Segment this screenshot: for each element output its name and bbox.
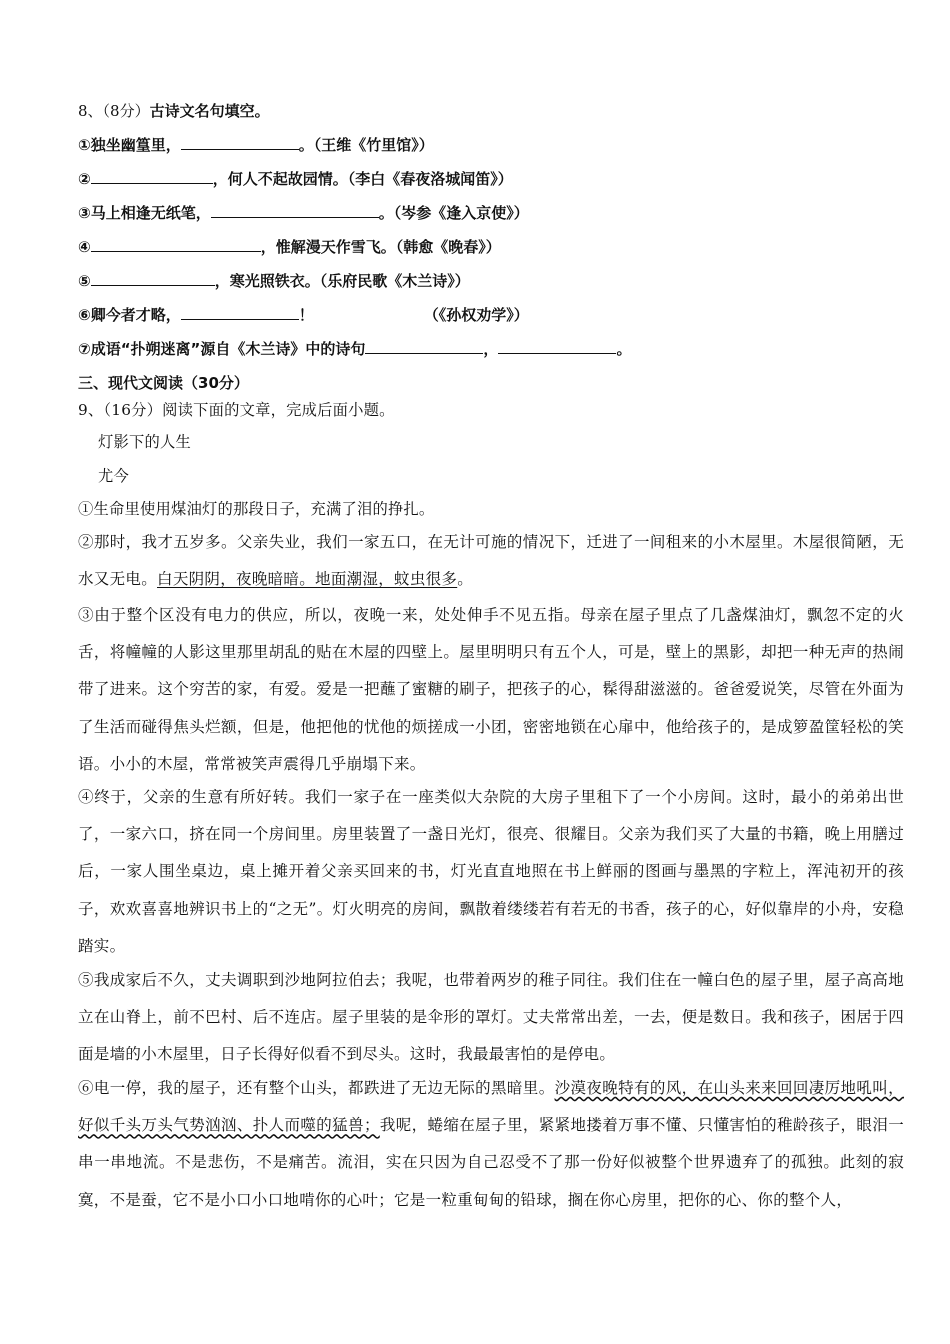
answer-blank[interactable]	[211, 203, 379, 218]
q9-header: 9、（16分）阅读下面的文章，完成后面小题。	[78, 401, 395, 419]
section-title: 三、现代文阅读（30分）	[78, 374, 249, 392]
q8-header	[78, 101, 270, 121]
answer-blank[interactable]	[498, 339, 616, 354]
q8-item-6: ⑥卿今者才略， ！ （《孙权劝学》）	[78, 306, 529, 324]
article-author: 尤今	[98, 467, 129, 485]
q8-item-4: ④ ，惟解漫天作雪飞。（韩愈《晚春》）	[78, 238, 501, 256]
paragraph-4: ④终于，父亲的生意有所好转。我们一家子在一座类似大杂院的大房子里租下了一个小房间。这时，最小的弟弟出世了，一家六口，挤在同一个房间里。房里装置了一盏日光灯，很亮、很耀目。父亲为我们买了大量的书籍，晚上用膳过后，一家人围坐桌边，桌上摊开着父亲买回来的书，灯光直直地照在书上鲜丽的图画与墨黑的字粒上，浑沌初开的孩子，欢欢喜喜地辨识书上的“之无”。灯火明亮的房间，飘散着缕缕若有若无的书香，孩子的心，好似靠岸的小舟，安稳踏实。	[78, 788, 904, 955]
answer-blank[interactable]	[365, 339, 483, 354]
paragraph-1: ①生命里使用煤油灯的那段日子，充满了泪的挣扎。	[78, 500, 435, 518]
q8-item-3: ③马上相逢无纸笔， 。（岑参《逢入京使》）	[78, 204, 529, 222]
answer-blank[interactable]	[91, 237, 261, 252]
paragraph-2: ②那时，我才五岁多。父亲失业，我们一家五口，在无计可施的情况下，迁进了一间租来的小木屋里。木屋很简陋，无水又无电。白天阴阴，夜晚暗暗。地面潮湿，蚊虫很多。	[78, 533, 904, 589]
answer-blank[interactable]	[181, 135, 299, 150]
q8-item-1: ①独坐幽篁里， 。（王维《竹里馆》）	[78, 136, 434, 154]
paragraph-3: ③由于整个区没有电力的供应，所以，夜晚一来，处处伸手不见五指。母亲在屋子里点了几盏煤油灯，飘忽不定的火舌，将幢幢的人影这里那里胡乱的贴在木屋的四壁上。屋里明明只有五个人，可是，壁上的黑影，却把一种无声的热闹带了进来。这个穷苦的家，有爱。爱是一把蘸了蜜糖的刷子，把孩子的心，髹得甜滋滋的。爸爸爱说笑，尽管在外面为了生活而碰得焦头烂额，但是，他把他的忧他的烦搓成一小团，密密地锁在心扉中，他给孩子的，是成箩盈筐轻松的笑语。小小的木屋，常常被笑声震得几乎崩塌下来。	[78, 606, 904, 773]
answer-blank[interactable]	[91, 169, 213, 184]
paragraph-6: ⑥电一停，我的屋子，还有整个山头，都跌进了无边无际的黑暗里。沙漠夜晚特有的风，在山头来来回回凄厉地吼叫，好似千头万头气势汹汹、扑人而噬的猛兽；我呢，蜷缩在屋子里，紧紧地搂着万事不懂、只懂害怕的稚龄孩子，眼泪一串一串地流。不是悲伤，不是痛苦。流泪，实在只因为自己忍受不了那一份好似被整个世界遗弃了的孤独。此刻的寂寞，不是蚕，它不是小口小口地啃你的心叶；它是一粒重甸甸的铅球，搁在你心房里，把你的心、你的整个人，	[78, 1079, 905, 1209]
answer-blank[interactable]	[181, 305, 299, 320]
paragraph-5: ⑤我成家后不久，丈夫调职到沙地阿拉伯去；我呢，也带着两岁的稚子同往。我们住在一幢白色的屋子里，屋子高高地立在山脊上，前不巴村、后不连店。屋子里装的是伞形的罩灯。丈夫常常出差，一去，便是数日。我和孩子，困居于四面是墙的小木屋里，日子长得好似看不到尽头。这时，我最最害怕的是停电。	[78, 971, 904, 1064]
article-title: 灯影下的人生	[98, 433, 191, 451]
q8-instruction: 古诗文名句填空。	[149, 102, 270, 120]
q8-item-5: ⑤ ，寒光照铁衣。（乐府民歌《木兰诗》）	[78, 272, 470, 290]
underlined-sentence: 白天阴阴，夜晚暗暗。地面潮湿，蚊虫很多	[157, 570, 458, 589]
answer-blank[interactable]	[91, 271, 215, 286]
wavy-underlined-sentence: 沙漠夜晚特有的风，在山头来来回回凄厉地吼叫，好似千头万头气势汹汹、扑人而噬的猛兽；	[78, 1079, 904, 1135]
q8-number: 8、（8分）	[78, 102, 150, 120]
q8-item-2: ② ，何人不起故园情。（李白《春夜洛城闻笛》）	[78, 170, 513, 188]
q8-item-7: ⑦成语“扑朔迷离”源自《木兰诗》中的诗句 ， 。	[78, 340, 632, 358]
